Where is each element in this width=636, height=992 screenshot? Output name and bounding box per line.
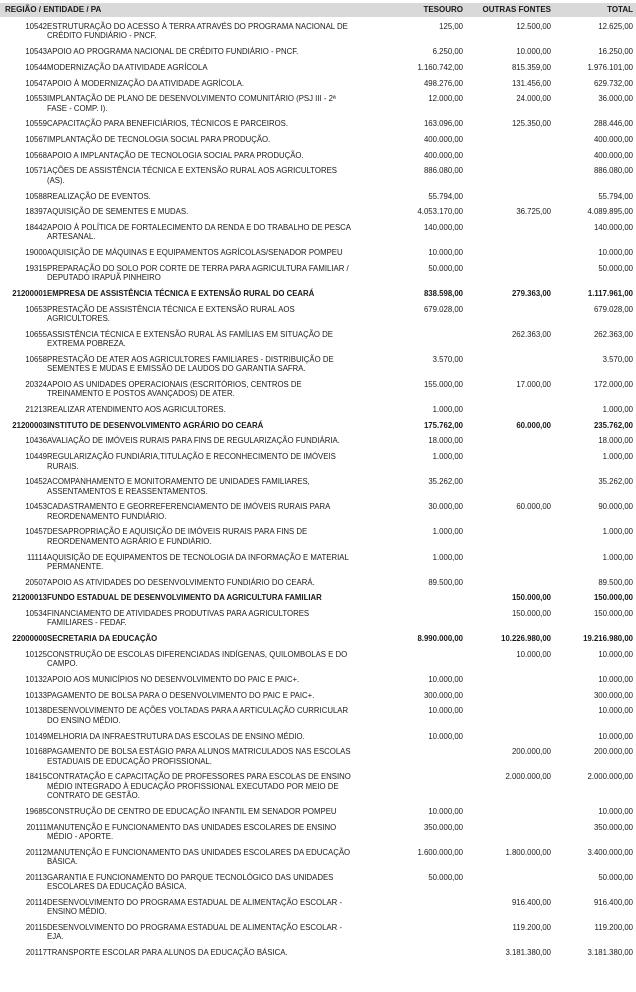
row-outras-fontes: 12.500,00 (516, 22, 551, 31)
row-tesouro: 18.000,00 (428, 436, 463, 446)
row-description: APOIO AO PROGRAMA NACIONAL DE CRÉDITO FUNDIÁRIO - PNCF. (47, 47, 299, 57)
row-code: 20115 (25, 922, 47, 932)
row-description: PAGAMENTO DE BOLSA PARA O DESENVOLVIMENTO DO PAIC E PAIC+. (47, 690, 315, 700)
table-row (0, 747, 636, 766)
row-description: ASSISTÊNCIA TÉCNICA E EXTENSÃO RURAL ÀS FAMÍLIAS EM SITUAÇÃO DE EXTREMA POBREZA. (47, 329, 333, 349)
row-description: AQUISIÇÃO DE MÁQUINAS E EQUIPAMENTOS AGRÍCOLAS/SENADOR POMPEU (47, 248, 343, 258)
row-description: IMPLANTAÇÃO DE TECNOLOGIA SOCIAL PARA PRODUÇÃO. (47, 135, 271, 145)
row-description: PREPARAÇÃO DO SOLO POR CORTE DE TERRA PARA AGRICULTURA FAMILIAR / DEPUTADO IRAPUÃ PINHEIRO (47, 263, 349, 283)
row-tesouro: 50.000,00 (428, 872, 463, 882)
row-description: CADASTRAMENTO E GEORREFERENCIAMENTO DE IMÓVEIS RURAIS PARA REORDENAMENTO FUNDIÁRIO. (47, 502, 330, 521)
row-tesouro: 1.000,00 (432, 552, 463, 562)
row-tesouro: 10.000,00 (428, 248, 463, 258)
table-row (0, 477, 636, 496)
row-outras-fontes: 2.000.000,00 (505, 772, 551, 782)
row-description: DESAPROPRIAÇÃO E AQUISIÇÃO DE IMÓVEIS RURAIS PARA FINS DE REORDENAMENTO AGRÁRIO E FUNDIÁRIO. (47, 527, 308, 546)
row-code: 10568 (25, 150, 47, 160)
row-total: 3.181.380,00 (587, 948, 633, 958)
row-description: CAPACITAÇÃO PARA BENEFICIÁRIOS, TÉCNICOS E PARCEIROS. (47, 119, 289, 129)
row-outras-fontes: 10.000,00 (516, 47, 551, 57)
col-outras-header: OUTRAS FONTES (482, 5, 551, 14)
row-tesouro: 400.000,00 (423, 135, 463, 145)
row-code: 10553 (25, 94, 47, 104)
entity-row (0, 634, 636, 643)
row-tesouro: 55.794,00 (428, 191, 463, 201)
row-description: APOIO AS UNIDADES OPERACIONAIS (ESCRITÓRIOS, CENTROS DE TREINAMENTO E POSTOS AVANÇADOS) DE ATER. (47, 379, 302, 399)
table-row (0, 675, 636, 684)
row-outras-fontes: 10.226.980,00 (501, 634, 551, 644)
row-description: DESENVOLVIMENTO DE AÇÕES VOLTADAS PARA A ARTICULAÇÃO CURRICULAR DO ENSINO MÉDIO. (47, 706, 349, 725)
row-total: 200.000,00 (593, 747, 633, 757)
row-tesouro: 10.000,00 (428, 706, 463, 716)
row-tesouro: 35.262,00 (428, 477, 463, 487)
row-tesouro: 50.000,00 (428, 263, 463, 273)
row-code: 20112 (25, 847, 47, 857)
row-tesouro: 679.028,00 (423, 304, 463, 314)
row-total: 629.732,00 (593, 78, 633, 88)
table-row (0, 22, 636, 41)
row-tesouro: 155.000,00 (423, 379, 463, 389)
table-row (0, 94, 636, 113)
row-total: 150.000,00 (593, 609, 633, 619)
table-row (0, 578, 636, 587)
row-code: 19685 (25, 806, 47, 816)
table-row (0, 873, 636, 892)
row-total: 2.000.000,00 (587, 772, 633, 782)
row-tesouro: 498.276,00 (423, 78, 463, 88)
row-total: 10.000,00 (598, 731, 633, 741)
row-total: 36.000,00 (598, 94, 633, 104)
table-row (0, 119, 636, 128)
row-code: 18442 (25, 222, 47, 232)
table-row (0, 452, 636, 471)
row-outras-fontes: 262.363,00 (511, 329, 551, 339)
table-row (0, 47, 636, 56)
row-tesouro: 12.000,00 (428, 94, 463, 104)
row-total: 400.000,00 (593, 150, 633, 160)
row-total: 35.262,00 (598, 477, 633, 487)
table-row (0, 898, 636, 917)
row-outras-fontes: 119.200,00 (512, 922, 551, 932)
row-total: 10.000,00 (598, 248, 633, 258)
row-tesouro: 300.000,00 (423, 690, 463, 700)
row-description: APOIO AOS MUNICÍPIOS NO DESENVOLVIMENTO DO PAIC E PAIC+. (47, 675, 300, 684)
row-tesouro: 89.500,00 (428, 577, 463, 587)
row-total: 140.000,00 (593, 222, 633, 232)
table-row (0, 330, 636, 349)
row-tesouro: 10.000,00 (428, 806, 463, 816)
row-code: 11114 (27, 552, 47, 562)
row-code: 10567 (25, 135, 47, 145)
row-outras-fontes: 131.456,00 (511, 78, 551, 88)
row-code: 10125 (25, 649, 47, 659)
table-row (0, 527, 636, 546)
row-total: 4.089.895,00 (587, 207, 633, 217)
row-code: 10653 (25, 304, 47, 314)
col-total-header: TOTAL (607, 5, 633, 14)
row-description: APOIO À POLÍTICA DE FORTALECIMENTO DA RENDA E DO TRABALHO DE PESCA ARTESANAL. (47, 222, 351, 242)
row-description: DESENVOLVIMENTO DO PROGRAMA ESTADUAL DE ALIMENTAÇÃO ESCOLAR - ENSINO MÉDIO. (47, 897, 343, 917)
row-outras-fontes: 17.000,00 (516, 379, 551, 389)
table-row (0, 166, 636, 185)
row-total: 50.000,00 (598, 872, 633, 882)
table-row (0, 706, 636, 725)
row-description: AQUISIÇÃO DE SEMENTES E MUDAS. (47, 207, 189, 217)
row-description: AVALIAÇÃO DE IMÓVEIS RURAIS PARA FINS DE REGULARIZAÇÃO FUNDIÁRIA. (47, 436, 340, 446)
row-total: 10.000,00 (598, 675, 633, 684)
table-row (0, 807, 636, 816)
row-outras-fontes: 200.000,00 (511, 747, 551, 757)
row-outras-fontes: 1.800.000,00 (505, 847, 551, 857)
row-outras-fontes: 815.359,00 (511, 62, 551, 72)
row-outras-fontes: 36.725,00 (516, 207, 551, 217)
table-row (0, 436, 636, 445)
table-row (0, 772, 636, 800)
table-row (0, 948, 636, 957)
row-outras-fontes: 24.000,00 (516, 94, 551, 104)
row-description: APOIO A IMPLANTAÇÃO DE TECNOLOGIA SOCIAL PARA PRODUÇÃO. (47, 150, 304, 160)
row-total: 1.000,00 (602, 527, 633, 537)
row-total: 886.080,00 (593, 166, 633, 176)
row-code: 10544 (25, 62, 47, 72)
row-code: 19315 (25, 263, 47, 273)
table-row (0, 355, 636, 374)
row-total: 19.216.980,00 (583, 634, 633, 644)
row-description: AQUISIÇÃO DE EQUIPAMENTOS DE TECNOLOGIA DA INFORMAÇÃO E MATERIAL PERMANENTE. (47, 552, 349, 571)
row-outras-fontes: 60.000,00 (516, 420, 551, 430)
row-tesouro: 125,00 (439, 22, 463, 31)
row-code: 20113 (25, 872, 47, 882)
row-outras-fontes: 279.363,00 (511, 288, 551, 298)
row-description: PRESTAÇÃO DE ATER AOS AGRICULTORES FAMILIARES - DISTRIBUIÇÃO DE SEMENTES E MUDAS E EMISSÃO DE LAUDOS DO GARANTIA SAFRA. (47, 354, 334, 374)
row-tesouro: 175.762,00 (423, 420, 463, 430)
row-total: 400.000,00 (593, 135, 633, 145)
row-outras-fontes: 3.181.380,00 (505, 948, 551, 958)
table-row (0, 553, 636, 572)
row-code: 20507 (25, 577, 47, 587)
row-total: 1.976.101,00 (587, 62, 633, 72)
row-code: 21200001 (12, 288, 47, 298)
row-code: 20324 (25, 379, 47, 389)
table-row (0, 305, 636, 324)
row-total: 16.250,00 (598, 47, 633, 57)
row-code: 10453 (25, 502, 47, 512)
row-total: 55.794,00 (598, 191, 633, 201)
row-code: 10138 (25, 706, 47, 716)
table-row (0, 135, 636, 144)
row-code: 10436 (25, 436, 47, 446)
row-code: 20114 (25, 897, 47, 907)
row-description: MANUTENÇÃO E FUNCIONAMENTO DAS UNIDADES ESCOLARES DA EDUCAÇÃO BÁSICA. (47, 847, 351, 867)
row-code: 10658 (25, 354, 47, 364)
row-description: CONTRATAÇÃO E CAPACITAÇÃO DE PROFESSORES PARA ESCOLAS DE ENSINO MÉDIO INTEGRADO À EDUCAÇÃO PROFISSIONAL EXECUTADO POR MEIO DE CONTRATO DE GESTÃO. (47, 772, 351, 801)
entity-row (0, 421, 636, 430)
table-row (0, 609, 636, 628)
row-description: TRANSPORTE ESCOLAR PARA ALUNOS DA EDUCAÇÃO BÁSICA. (47, 948, 288, 958)
row-total: 150.000,00 (593, 593, 633, 603)
row-total: 235.762,00 (593, 420, 633, 430)
row-description: AÇÕES DE ASSISTÊNCIA TÉCNICA E EXTENSÃO RURAL AOS AGRICULTORES (AS). (47, 166, 338, 185)
row-code: 21200003 (12, 420, 47, 430)
row-tesouro: 10.000,00 (428, 675, 463, 684)
col-tesouro-header: TESOURO (423, 5, 463, 14)
table-row (0, 650, 636, 669)
row-total: 3.400.000,00 (587, 847, 633, 857)
row-description: CONSTRUÇÃO DE ESCOLAS DIFERENCIADAS INDÍGENAS, QUILOMBOLAS E DO CAMPO. (47, 649, 348, 669)
row-code: 10543 (25, 47, 47, 57)
row-code: 10542 (25, 22, 47, 31)
row-description: REALIZAR ATENDIMENTO AOS AGRICULTORES. (47, 405, 226, 415)
row-tesouro: 3.570,00 (432, 354, 463, 364)
row-description: MANUTENÇÃO E FUNCIONAMENTO DAS UNIDADES ESCOLARES DE ENSINO MÉDIO - APORTE. (47, 822, 337, 841)
row-code: 10133 (25, 690, 47, 700)
row-total: 119.200,00 (594, 922, 633, 932)
row-total: 1.000,00 (602, 452, 633, 462)
row-description: ESTRUTURAÇÃO DO ACESSO À TERRA ATRAVÉS DO PROGRAMA NACIONAL DE CRÉDITO FUNDIÁRIO - PNCF. (47, 22, 348, 41)
row-description: FINANCIAMENTO DE ATIVIDADES PRODUTIVAS PARA AGRICULTORES FAMILIARES - FEDAF. (47, 609, 310, 628)
row-description: ACOMPANHAMENTO E MONITORAMENTO DE UNIDADES FAMILIARES, ASSENTAMENTOS E REASSENTAMENTOS. (47, 477, 310, 496)
row-tesouro: 8.990.000,00 (417, 634, 463, 644)
row-tesouro: 400.000,00 (423, 150, 463, 160)
row-description: PRESTAÇÃO DE ASSISTÊNCIA TÉCNICA E EXTENSÃO RURAL AOS AGRICULTORES. (47, 304, 295, 323)
row-code: 10132 (25, 675, 47, 684)
row-description: APOIO À MODERNIZAÇÃO DA ATIVIDADE AGRÍCOLA. (47, 78, 244, 88)
row-total: 89.500,00 (598, 577, 633, 587)
row-tesouro: 1.000,00 (432, 527, 463, 537)
row-code: 20111 (26, 822, 47, 832)
row-total: 350.000,00 (593, 822, 633, 832)
row-total: 10.000,00 (598, 806, 633, 816)
row-code: 10452 (25, 477, 47, 487)
row-description: MELHORIA DA INFRAESTRUTURA DAS ESCOLAS DE ENSINO MÉDIO. (47, 731, 305, 741)
row-tesouro: 1.000,00 (432, 452, 463, 462)
row-code: 18397 (25, 207, 47, 217)
row-description: REALIZAÇÃO DE EVENTOS. (47, 191, 151, 201)
row-total: 10.000,00 (598, 649, 633, 659)
table-row (0, 848, 636, 867)
row-description: IMPLANTAÇÃO DE PLANO DE DESENVOLVIMENTO COMUNITÁRIO (PSJ III - 2ª FASE - COMP. I). (47, 94, 336, 113)
row-outras-fontes: 150.000,00 (511, 593, 551, 603)
row-total: 1.000,00 (602, 405, 633, 415)
row-description: APOIO AS ATIVIDADES DO DESENVOLVIMENTO FUNDIÁRIO DO CEARÁ. (47, 577, 315, 587)
row-code: 10588 (25, 191, 47, 201)
table-row (0, 223, 636, 242)
table-row (0, 248, 636, 257)
row-total: 916.400,00 (593, 897, 633, 907)
row-total: 679.028,00 (593, 304, 633, 314)
row-tesouro: 350.000,00 (423, 822, 463, 832)
table-row (0, 380, 636, 399)
table-row (0, 923, 636, 942)
row-code: 22000000 (12, 634, 47, 644)
row-code: 21213 (25, 405, 47, 415)
table-row (0, 691, 636, 700)
row-description: FUNDO ESTADUAL DE DESENVOLVIMENTO DA AGRICULTURA FAMILIAR (47, 593, 322, 603)
table-row (0, 79, 636, 88)
row-total: 18.000,00 (598, 436, 633, 446)
table-row (0, 264, 636, 283)
row-total: 12.625,00 (598, 22, 633, 31)
row-outras-fontes: 916.400,00 (511, 897, 551, 907)
table-row (0, 502, 636, 521)
entity-row (0, 593, 636, 602)
row-description: EMPRESA DE ASSISTÊNCIA TÉCNICA E EXTENSÃO RURAL DO CEARÁ (47, 288, 315, 298)
row-total: 50.000,00 (598, 263, 633, 273)
row-code: 10534 (25, 609, 47, 619)
row-tesouro: 30.000,00 (428, 502, 463, 512)
row-code: 10457 (25, 527, 47, 537)
row-code: 10655 (25, 329, 47, 339)
row-tesouro: 1.000,00 (432, 405, 463, 415)
col-region-header: REGIÃO / ENTIDADE / PA (5, 5, 102, 14)
row-tesouro: 1.600.000,00 (417, 847, 463, 857)
table-row (0, 151, 636, 160)
row-outras-fontes: 10.000,00 (516, 649, 551, 659)
row-tesouro: 6.250,00 (432, 47, 463, 57)
row-description: PAGAMENTO DE BOLSA ESTÁGIO PARA ALUNOS MATRICULADOS NAS ESCOLAS ESTADUAIS DE EDUCAÇÃO PROFISSIONAL. (47, 747, 351, 766)
table-row (0, 63, 636, 72)
table-row (0, 823, 636, 842)
row-description: CONSTRUÇÃO DE CENTRO DE EDUCAÇÃO INFANTIL EM SENADOR POMPEU (47, 806, 337, 816)
row-tesouro: 140.000,00 (423, 222, 463, 232)
row-code: 10571 (25, 166, 47, 176)
row-total: 1.000,00 (602, 552, 633, 562)
row-total: 262.363,00 (593, 329, 633, 339)
table-row (0, 192, 636, 201)
table-row (0, 207, 636, 216)
row-tesouro: 4.053.170,00 (417, 207, 463, 217)
row-code: 21200013 (12, 593, 47, 603)
row-code: 18415 (25, 772, 47, 782)
row-code: 10449 (25, 452, 47, 462)
row-code: 10547 (25, 78, 47, 88)
row-code: 10149 (25, 731, 47, 741)
row-description: DESENVOLVIMENTO DO PROGRAMA ESTADUAL DE ALIMENTAÇÃO ESCOLAR - EJA. (47, 922, 343, 942)
row-total: 172.000,00 (593, 379, 633, 389)
row-total: 90.000,00 (598, 502, 633, 512)
row-description: INSTITUTO DE DESENVOLVIMENTO AGRÁRIO DO CEARÁ (47, 420, 264, 430)
row-tesouro: 838.598,00 (423, 288, 463, 298)
row-code: 10168 (25, 747, 47, 757)
row-description: MODERNIZAÇÃO DA ATIVIDADE AGRÍCOLA (47, 62, 208, 72)
row-code: 20117 (25, 948, 47, 958)
row-description: SECRETARIA DA EDUCAÇÃO (47, 634, 158, 644)
table-row (0, 732, 636, 741)
row-tesouro: 886.080,00 (423, 166, 463, 176)
row-description: GARANTIA E FUNCIONAMENTO DO PARQUE TECNOLÓGICO DAS UNIDADES ESCOLARES DA EDUCAÇÃO BÁSICA. (47, 872, 334, 892)
entity-row (0, 289, 636, 298)
row-code: 19000 (25, 248, 47, 258)
row-outras-fontes: 125.350,00 (511, 119, 551, 129)
row-description: REGULARIZAÇÃO FUNDIÁRIA,TITULAÇÃO E RECONHECIMENTO DE IMÓVEIS RURAIS. (47, 452, 336, 471)
row-outras-fontes: 60.000,00 (516, 502, 551, 512)
row-total: 1.117.961,00 (587, 288, 633, 298)
row-tesouro: 1.160.742,00 (417, 62, 463, 72)
row-code: 10559 (25, 119, 47, 129)
row-outras-fontes: 150.000,00 (511, 609, 551, 619)
row-tesouro: 163.096,00 (423, 119, 463, 129)
row-total: 288.446,00 (593, 119, 633, 129)
row-total: 10.000,00 (598, 706, 633, 716)
table-header (0, 3, 636, 17)
row-tesouro: 10.000,00 (428, 731, 463, 741)
row-total: 300.000,00 (593, 690, 633, 700)
row-total: 3.570,00 (602, 354, 633, 364)
table-row (0, 405, 636, 414)
table-body (0, 22, 636, 964)
